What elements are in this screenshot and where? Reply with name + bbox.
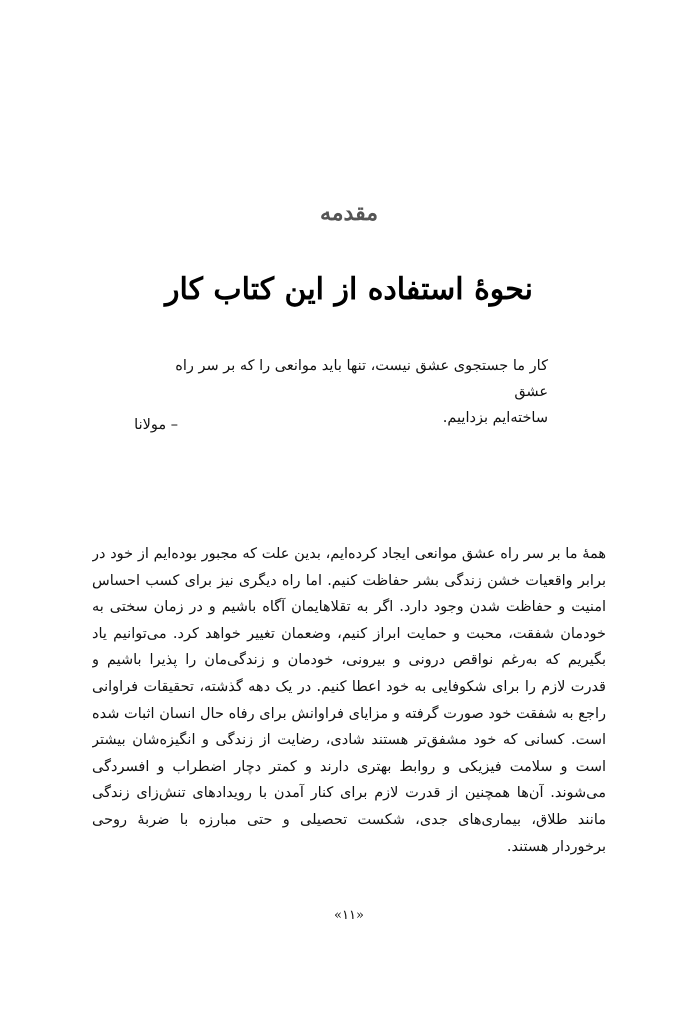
paragraph-line: می‌شوند. آن‌ها همچنین از قدرت لازم برای کنار آمدن با رویدادهای تنش‌زای زندگی: [92, 785, 606, 802]
section-label: مقدمه: [319, 200, 379, 226]
epigraph-author: – مولانا: [134, 417, 178, 433]
paragraph-line: قدرت لازم را برای شکوفایی به خود اعطا کنیم. در یک دهه گذشته، تحقیقات فراوانی: [92, 678, 606, 695]
paragraph-line: است و سلامت فیزیکی و روابط بهتری دارند و کمتر دچار اضطراب و افسردگی: [92, 758, 606, 775]
paragraph-line: خودمان شفقت، محبت و حمایت ابراز کنیم، وضعمان تغییر خواهد کرد. می‌توانیم یاد: [92, 625, 606, 642]
epigraph-line: کار ما جستجوی عشق نیست، تنها باید موانعی را که بر سر راه عشق: [175, 358, 548, 400]
paragraph-line: راجع به شفقت خود صورت گرفته و مزایای فراوانش برای رفاه حال انسان اثبات شده: [92, 705, 606, 722]
paragraph-line: برابر واقعیات خشن زندگی بشر حفاظت کنیم. اما راه دیگری نیز برای کسب احساس: [92, 572, 606, 589]
paragraph-line: همهٔ ما بر سر راه عشق موانعی ایجاد کرده‌ایم، بدین علت که مجبور بوده‌ایم از خود در: [92, 546, 606, 562]
chapter-title: نحوهٔ استفاده از این کتاب کار: [164, 272, 534, 307]
body-paragraph: [92, 541, 606, 860]
paragraph-line: برخوردار هستند.: [506, 838, 606, 855]
paragraph-line: مانند طلاق، بیماری‌های جدی، شکست تحصیلی و حتی مبارزه با ضربهٔ روحی: [92, 811, 606, 828]
paragraph-line: است. کسانی که خود مشفق‌تر هستند شادی، رضایت از زندگی و انگیزه‌شان بیشتر: [92, 732, 606, 749]
page-number: «۱۱»: [334, 908, 364, 923]
epigraph-line: ساخته‌ایم بزداییم.: [442, 410, 548, 426]
paragraph-line: بگیریم که به‌رغم نواقص درونی و بیرونی، خودمان و زندگی‌مان را پذیرا باشیم و: [92, 652, 606, 669]
paragraph-line: امنیت و حفاظت شدن وجود دارد. اگر به تقلاهایمان آگاه باشیم و در زمان سختی به: [92, 599, 606, 616]
epigraph-quote: [153, 353, 548, 431]
